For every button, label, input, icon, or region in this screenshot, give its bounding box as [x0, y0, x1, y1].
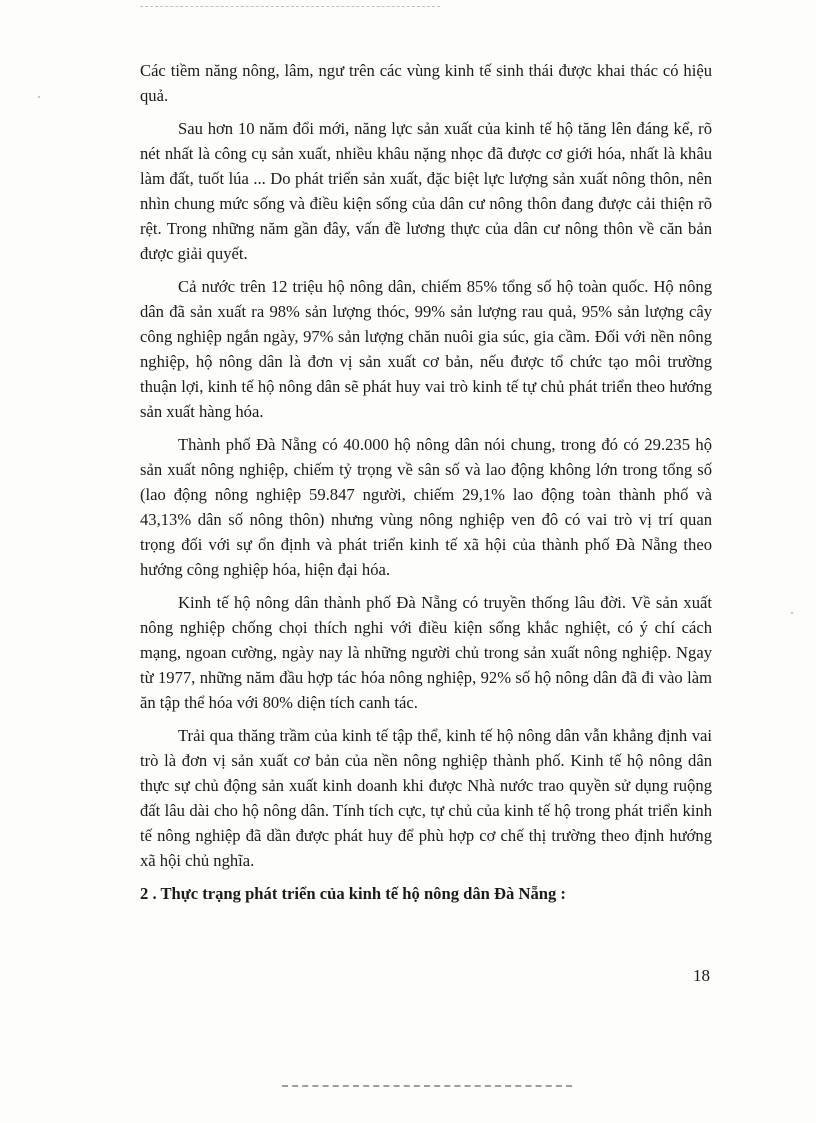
paragraph-4: Thành phố Đà Nẵng có 40.000 hộ nông dân nói chung, trong đó có 29.235 hộ sản xuất nông nghiệp, chiếm tỷ trọng về sân số và lao động không lớn trong tổng số (lao động nông nghiệp 59.847 người, chiếm 29,1% lao động toàn thành phố và 43,13% dân số nông thôn) nhưng vùng nông nghiệp ven đô có vai trò vị trí quan trọng đối với sự ổn định và phát triển kinh tế xã hội của thành phố Đà Nẵng theo hướng công nghiệp hóa, hiện đại hóa. — [140, 435, 712, 579]
scan-speck — [791, 612, 793, 614]
section-heading: 2 . Thực trạng phát triển của kinh tế hộ nông dân Đà Nẵng : — [140, 884, 566, 903]
scan-artifact-top — [140, 6, 440, 15]
scan-artifact-bottom — [282, 1085, 572, 1089]
paragraph-6: Trải qua thăng trầm của kinh tế tập thể, kinh tế hộ nông dân vẫn khẳng định vai trò là đơn vị sản xuất cơ bản của nền nông nghiệp thành phố. Kinh tế hộ nông dân thực sự chủ động sản xuất kinh doanh khi được Nhà nước trao quyền sử dụng ruộng đất lâu dài cho hộ nông dân. Tính tích cực, tự chủ của kinh tế hộ trong phát triển kinh tế nông nghiệp đã dần được phát huy để phù hợp cơ chế thị trường theo định hướng xã hội chủ nghĩa. — [140, 726, 712, 870]
scan-speck — [38, 96, 40, 98]
paragraph-3: Cả nước trên 12 triệu hộ nông dân, chiếm 85% tổng số hộ toàn quốc. Hộ nông dân đã sản xuất ra 98% sản lượng thóc, 99% sản lượng rau quả, 95% sản lượng cây công nghiệp ngắn ngày, 97% sản lượng chăn nuôi gia súc, gia cầm. Đối với nền nông nghiệp, hộ nông dân là đơn vị sản xuất cơ bản, nếu được tổ chức tạo môi trường thuận lợi, kinh tế hộ nông dân sẽ phát huy vai trò kinh tế tự chủ phát triển theo hướng sản xuất hàng hóa. — [140, 277, 712, 421]
paragraph-1: Các tiềm năng nông, lâm, ngư trên các vùng kinh tế sinh thái được khai thác có hiệu quả. — [140, 61, 712, 105]
document-body — [140, 58, 712, 906]
page-number: 18 — [693, 966, 710, 985]
paragraph-2: Sau hơn 10 năm đổi mới, năng lực sản xuất của kinh tế hộ tăng lên đáng kể, rõ nét nhất là công cụ sản xuất, nhiều khâu nặng nhọc đã được cơ giới hóa, nhất là khâu làm đất, tuốt lúa ... Do phát triển sản xuất, đặc biệt lực lượng sản xuất nông thôn, nên nhìn chung mức sống và điều kiện sống của dân cư nông thôn đang được cải thiện rõ rệt. Trong những năm gần đây, vấn đề lương thực của dân cư nông thôn về căn bản được giải quyết. — [140, 119, 712, 263]
paragraph-5: Kinh tế hộ nông dân thành phố Đà Nẵng có truyền thống lâu đời. Về sản xuất nông nghiệp chống chọi thích nghi với điều kiện sống khắc nghiệt, có ý chí cách mạng, ngoan cường, ngày nay là những người chủ trong sản xuất nông nghiệp. Ngay từ 1977, những năm đầu hợp tác hóa nông nghiệp, 92% số hộ nông dân đã đi vào làm ăn tập thể hóa với 80% diện tích canh tác. — [140, 593, 712, 712]
